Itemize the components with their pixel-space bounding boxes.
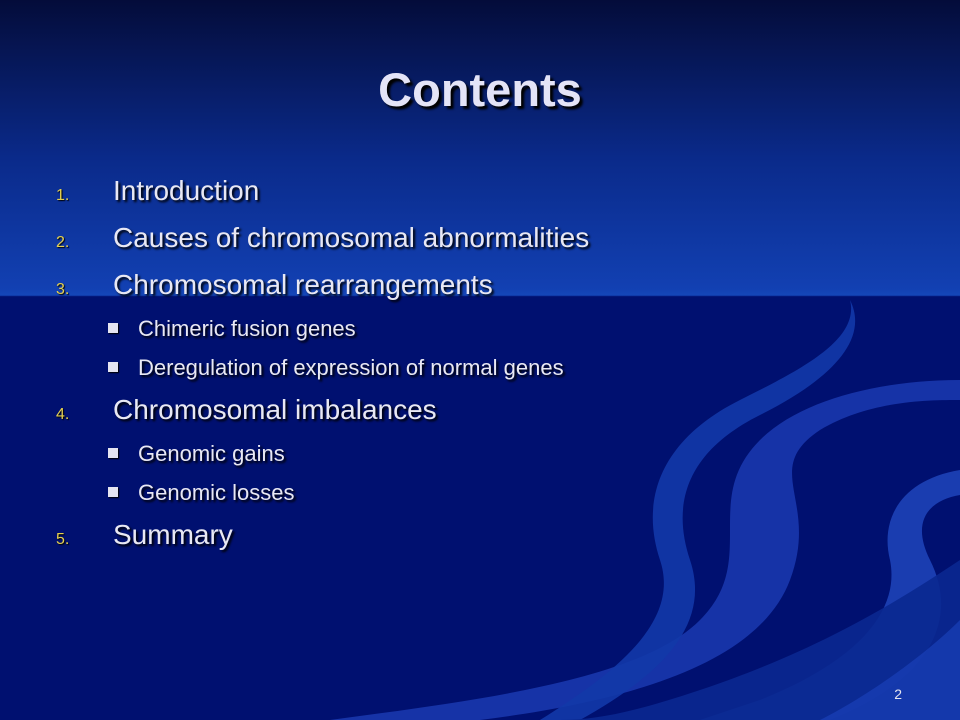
item-label: Summary [113, 519, 233, 550]
sub-list-item [56, 355, 916, 394]
item-number: 3. [56, 281, 70, 298]
item-number: 1. [56, 187, 70, 204]
list-item [56, 394, 916, 441]
sub-item-label: Genomic losses [138, 480, 295, 505]
square-bullet-icon [108, 448, 118, 458]
sub-list-item [56, 441, 916, 480]
square-bullet-icon [108, 323, 118, 333]
sub-item-label: Chimeric fusion genes [138, 316, 356, 341]
item-label: Chromosomal imbalances [113, 394, 437, 425]
sub-item-label: Deregulation of expression of normal genes [138, 355, 564, 380]
list-item [56, 519, 916, 566]
list-item [56, 222, 916, 269]
list-item [56, 175, 916, 222]
sub-item-label: Genomic gains [138, 441, 285, 466]
item-label: Introduction [113, 175, 260, 206]
contents-list [56, 175, 916, 566]
page-number: 2 [894, 686, 902, 702]
item-number: 5. [56, 531, 70, 548]
square-bullet-icon [108, 362, 118, 372]
item-number: 2. [56, 234, 70, 251]
item-label: Chromosomal rearrangements [113, 269, 493, 300]
sub-list-item [56, 480, 916, 519]
item-label: Causes of chromosomal abnormalities [113, 222, 590, 253]
sub-list-item [56, 316, 916, 355]
square-bullet-icon [108, 487, 118, 497]
list-item [56, 269, 916, 316]
item-number: 4. [56, 406, 70, 423]
slide-title: Contents [378, 63, 582, 116]
